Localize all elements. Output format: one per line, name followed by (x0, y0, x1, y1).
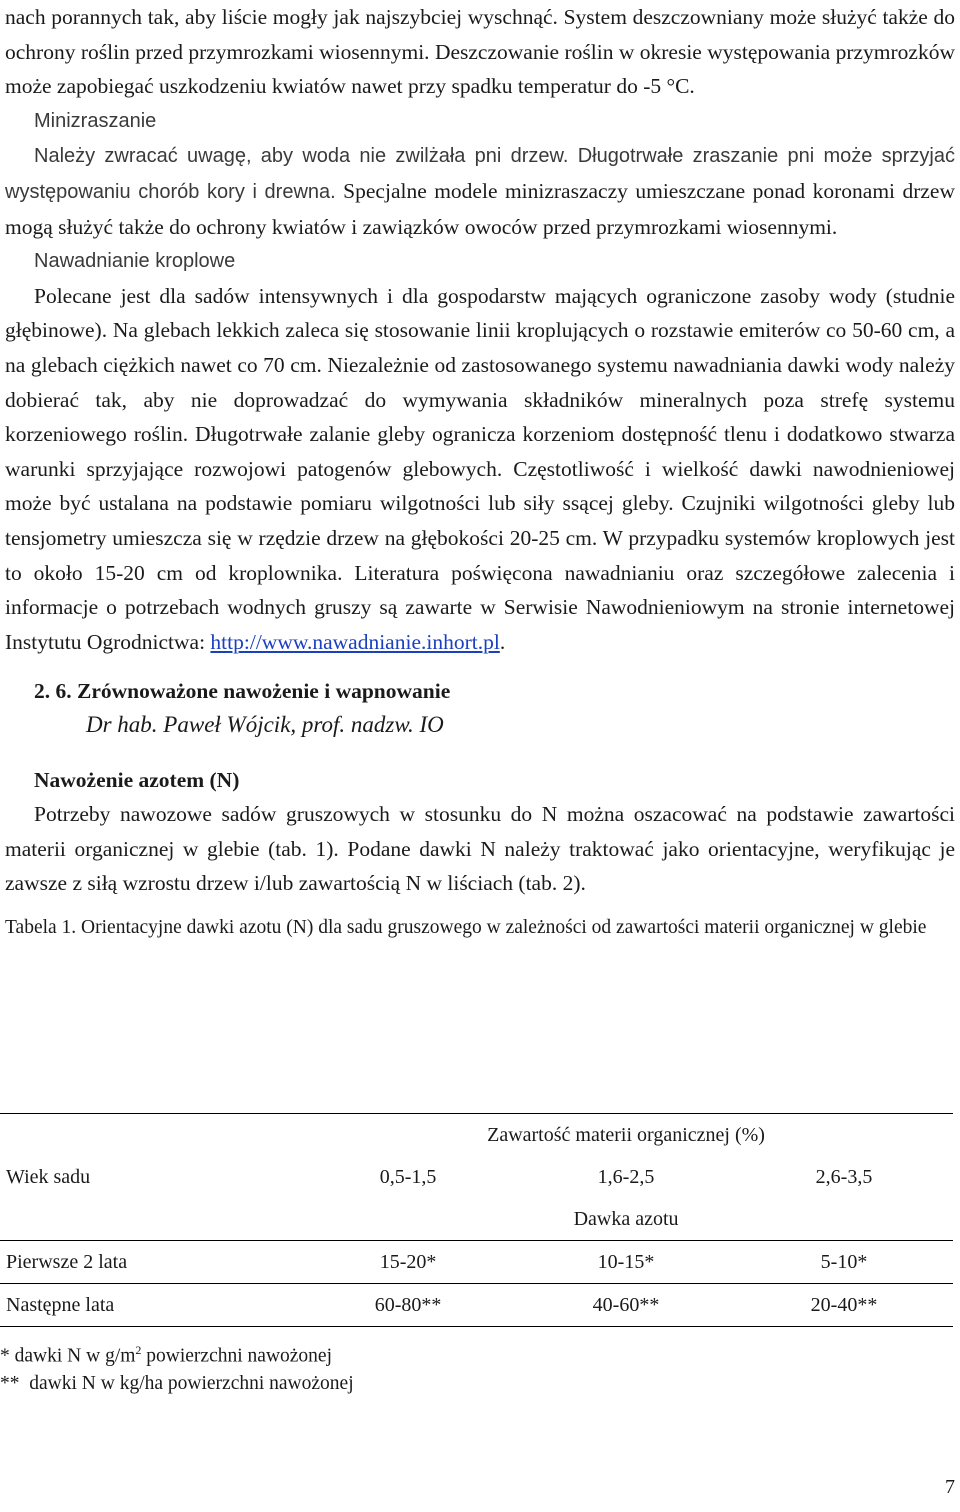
kroplowe-text: Polecane jest dla sadów intensywnych i dla gospodarstw mających ograniczone zasoby wody (studnie głębinowe). Na glebach lekkich zaleca się stosowanie linii kroplujących o rozstawie emiterów co 50-60 cm, a na glebach ciężkich nawet co 70 cm. Niezależnie od zastosowanego systemu nawadniania dawki wody należy dobierać tak, aby nie doprowadzać do wymywania składników mineralnych poza strefę systemu korzeniowego roślin. Długotrwałe zalanie gleby ogranicza korzeniom dostępność tlenu i dodatkowo stwarza warunki sprzyjające rozwojowi patogenów glebowych. Częstotliwość i wielkość dawki nawodnieniowej może być ustalana na podstawie pomiaru wilgotności lub siły ssącej gleby. Czujniki wilgotności gleby lub tensjometry umieszcza się w rzędzie drzew na głębokości 20-25 cm. W przypadku systemów kroplowych jest to około 15-20 cm od kroplownika. Literatura poświęcona nawadnianiu oraz szczegółowe zalecenia i informacje o potrzebach wodnych gruszy są zawarte w Serwisie Nawodnieniowym na stronie internetowej Instytutu Ogrodnictwa: (5, 283, 955, 654)
inhort-link[interactable]: http://www.nawadnianie.inhort.pl (210, 629, 500, 654)
table-cell: 5-10* (820, 1250, 868, 1273)
table-row (0, 1241, 953, 1284)
minizraszanie-text-sans: Należy zwracać uwagę, aby woda nie zwilżała pni drzew. Długotrwałe zraszanie pni może sprzyjać występowaniu chorób kory i drewna. (5, 145, 955, 203)
table-sub-header: Dawka azotu (573, 1207, 679, 1230)
table-column-header: 1,6-2,5 (597, 1165, 655, 1188)
heading-nawadnianie-kroplowe: Nawadnianie kroplowe (34, 250, 236, 273)
table-cell: 20-40** (810, 1293, 878, 1316)
table-empty-cell (0, 1114, 299, 1157)
document-page (5, 0, 955, 942)
nitrogen-dose-table (0, 1113, 953, 1327)
table-empty-cell (0, 1198, 299, 1241)
table-cell: 15-20* (379, 1250, 437, 1273)
table-cell: 40-60** (592, 1293, 660, 1316)
heading-nawozenie-azotem: Nawożenie azotem (N) (34, 768, 240, 793)
table-subheader-row (0, 1198, 953, 1241)
footnote-1-superscript: 2 (135, 1343, 142, 1357)
heading-minizraszanie: Minizraszanie (34, 109, 157, 132)
table-row-label: Pierwsze 2 lata (6, 1250, 128, 1273)
table-caption: Tabela 1. Orientacyjne dawki azotu (N) dla sadu gruszowego w zależności od zawartości materii organicznej w glebie (5, 917, 927, 939)
table-column-header: 2,6-3,5 (815, 1165, 873, 1188)
table-cell: 60-80** (374, 1293, 442, 1316)
table-row (0, 1284, 953, 1327)
table-group-header: Zawartość materii organicznej (%) (487, 1123, 765, 1146)
minizraszanie-text-serif: Specjalne modele minizraszaczy umieszczane ponad koronami drzew mogą służyć także do ochrony kwiatów i zawiązków owoców przed przymrozkami wiosennymi. (5, 178, 955, 239)
table-footnotes (0, 1337, 354, 1397)
table-cell: 10-15* (597, 1250, 655, 1273)
paragraph-intro: nach porannych tak, aby liście mogły jak najszybciej wyschnąć. System deszczowniany może służyć także do ochrony roślin przed przymrozkami wiosennymi. Deszczowanie roślin w okresie występowania przymrozków może zapobiegać uszkodzeniu kwiatów nawet przy spadku temperatur do -5 °C. (5, 5, 955, 99)
paragraph-minizraszanie (5, 138, 955, 244)
table-header-row (0, 1114, 953, 1157)
page-number: 7 (945, 1476, 955, 1498)
footnote-2: ** dawki N w kg/ha powierzchni nawożonej (0, 1372, 354, 1394)
table-row-header-label: Wiek sadu (6, 1165, 91, 1188)
table-row-label: Następne lata (6, 1293, 115, 1316)
section-title: 2. 6. Zrównoważone nawożenie i wapnowanie (34, 679, 451, 704)
paragraph-kroplowe (5, 279, 955, 660)
link-trailing-period: . (499, 629, 506, 654)
footnote-1-suffix: powierzchni nawożonej (141, 1345, 332, 1367)
table-columns-row (0, 1156, 953, 1198)
paragraph-azot: Potrzeby nawozowe sadów gruszowych w stosunku do N można oszacować na podstawie zawartości materii organicznej w glebie (tab. 1). Podane dawki N należy traktować jako orientacyjne, weryfikując je zawsze z siłą wzrostu drzew i/lub zawartością N w liściach (tab. 2). (5, 802, 955, 896)
footnote-1-text: * dawki N w g/m (0, 1345, 136, 1367)
section-author: Dr hab. Paweł Wójcik, prof. nadzw. IO (86, 712, 444, 738)
footnote-1 (0, 1337, 354, 1370)
table-column-header: 0,5-1,5 (379, 1165, 437, 1188)
